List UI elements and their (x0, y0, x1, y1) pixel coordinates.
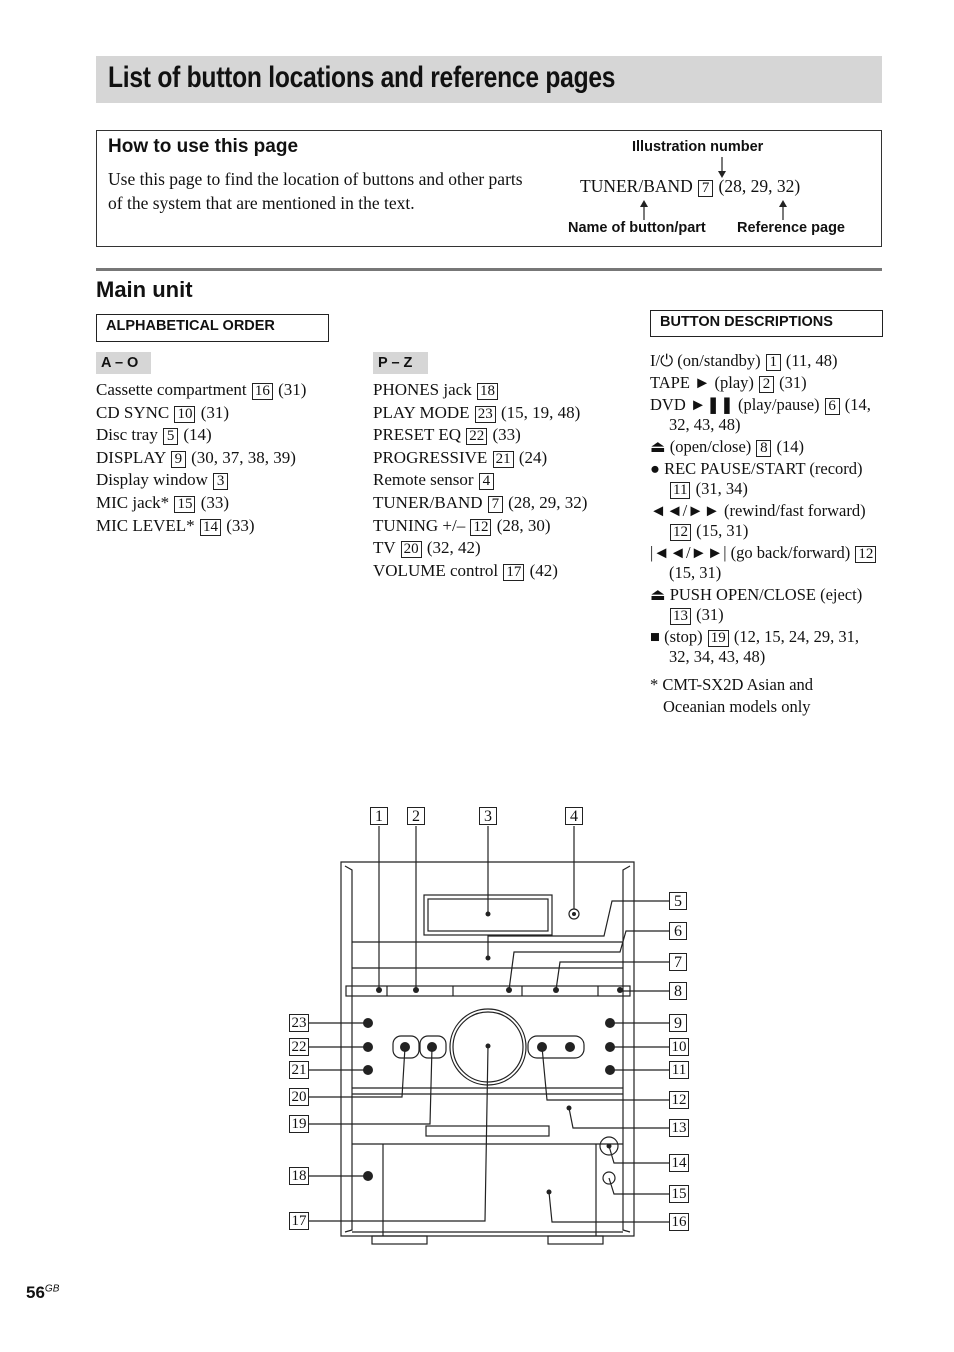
callout-number: 21 (289, 1061, 309, 1079)
callout-number: 2 (407, 807, 425, 825)
list-item: MIC jack* 15 (33) (96, 492, 230, 512)
arrow-up-icon (775, 199, 791, 221)
reference-page-label: Reference page (737, 220, 845, 236)
description-line: ● REC PAUSE/START (record) (650, 459, 863, 478)
callout-number: 10 (669, 1038, 689, 1056)
description-item (650, 373, 885, 393)
callout-number: 5 (669, 892, 687, 910)
callout-number: 8 (669, 982, 687, 1000)
example-name: TUNER/BAND (580, 176, 693, 196)
description-line: 12 (15, 31) (650, 521, 885, 541)
list-item: TUNER/BAND 7 (28, 29, 32) (373, 492, 588, 512)
description-item (650, 585, 885, 625)
list-item: PLAY MODE 23 (15, 19, 48) (373, 402, 581, 422)
callout-number: 20 (289, 1088, 309, 1106)
description-line: TAPE ► (play) 2 (31) (650, 373, 807, 392)
section-title: Main unit (96, 277, 193, 302)
description-line: |◄◄/►►| (go back/forward) 12 (650, 543, 885, 563)
range-a-o: A – O (96, 352, 151, 374)
callout-number: 13 (669, 1119, 689, 1137)
list-item: Display window 3 (96, 469, 306, 492)
description-item (650, 395, 885, 435)
howto-description: Use this page to find the location of buttons and other parts of the system that are mentioned in the text. (108, 169, 523, 213)
example-num: 7 (698, 180, 713, 197)
section-divider (96, 268, 882, 271)
callout-number: 18 (289, 1167, 309, 1185)
callout-number: 15 (669, 1185, 689, 1203)
callout-number: 3 (479, 807, 497, 825)
list-item: PHONES jack 18 (373, 379, 587, 402)
descriptions-header: BUTTON DESCRIPTIONS (650, 310, 883, 337)
howto-example (580, 176, 800, 197)
description-item (650, 627, 885, 667)
name-of-button-label: Name of button/part (568, 220, 706, 236)
list-item: TV 20 (32, 42) (373, 538, 481, 558)
description-line: 11 (31, 34) (650, 479, 885, 499)
list-item: PROGRESSIVE 21 (24) (373, 447, 548, 467)
list-item: TUNING +/– 12 (28, 30) (373, 515, 551, 535)
description-line: 32, 43, 48) (669, 415, 741, 434)
list-item: CD SYNC 10 (31) (96, 402, 230, 422)
arrow-up-icon (636, 199, 652, 221)
page-title-text: List of button locations and reference pages (108, 61, 616, 94)
description-line: I/⏻ (on/standby) 1 (11, 48) (650, 351, 838, 370)
callout-number: 6 (669, 922, 687, 940)
description-item (650, 437, 885, 457)
description-line: ⏏ (open/close) 8 (14) (650, 437, 805, 456)
callout-number: 9 (669, 1014, 687, 1032)
callout-number: 7 (669, 953, 687, 971)
callout-number: 11 (669, 1061, 689, 1079)
description-item (650, 459, 885, 499)
list-item: Remote sensor 4 (373, 469, 587, 492)
list-item: Cassette compartment 16 (31) (96, 380, 307, 399)
howto-title: How to use this page (108, 136, 299, 157)
description-line: 32, 34, 43, 48) (669, 647, 766, 666)
list-item: PRESET EQ 22 (33) (373, 425, 521, 445)
alphabetical-header: ALPHABETICAL ORDER (96, 314, 329, 342)
footnote-line: * CMT-SX2D Asian and (650, 675, 814, 694)
page-number (26, 1283, 59, 1303)
example-pages: (28, 29, 32) (718, 176, 801, 196)
footnote-line: Oceanian models only (663, 697, 811, 716)
main-unit-illustration (260, 800, 700, 1250)
list-p-z (373, 379, 587, 582)
list-item: Disc tray 5 (14) (96, 425, 212, 445)
list-item: MIC LEVEL* 14 (33) (96, 515, 255, 535)
description-item (650, 501, 885, 541)
callout-number: 22 (289, 1038, 309, 1056)
list-item: DISPLAY 9 (30, 37, 38, 39) (96, 447, 296, 467)
footnote (650, 674, 813, 718)
description-item (650, 543, 885, 583)
page-title (96, 56, 882, 103)
button-descriptions (650, 351, 885, 669)
page-number-suffix: GB (44, 1283, 60, 1295)
illustration-number-label: Illustration number (632, 139, 764, 155)
description-item (650, 351, 885, 371)
list-item: VOLUME control 17 (42) (373, 560, 558, 580)
list-a-o (96, 379, 306, 537)
callout-number: 1 (370, 807, 388, 825)
description-line: ■ (stop) 19 (12, 15, 24, 29, 31, (650, 627, 859, 646)
callout-number: 19 (289, 1115, 309, 1133)
callout-number: 12 (669, 1091, 689, 1109)
callout-number: 23 (289, 1014, 309, 1032)
callout-number: 14 (669, 1154, 689, 1172)
description-line: 13 (31) (650, 605, 885, 625)
callout-number: 17 (289, 1212, 309, 1230)
callout-number: 16 (669, 1213, 689, 1231)
description-line: (15, 31) (669, 563, 722, 582)
description-line: DVD ►❚❚ (play/pause) 6 (14, (650, 395, 871, 414)
description-line: ⏏ PUSH OPEN/CLOSE (eject) (650, 585, 863, 604)
description-line: ◄◄/►► (rewind/fast forward) (650, 501, 866, 520)
page-number-value: 56 (26, 1283, 45, 1302)
callout-number: 4 (565, 807, 583, 825)
range-p-z: P – Z (373, 352, 428, 374)
